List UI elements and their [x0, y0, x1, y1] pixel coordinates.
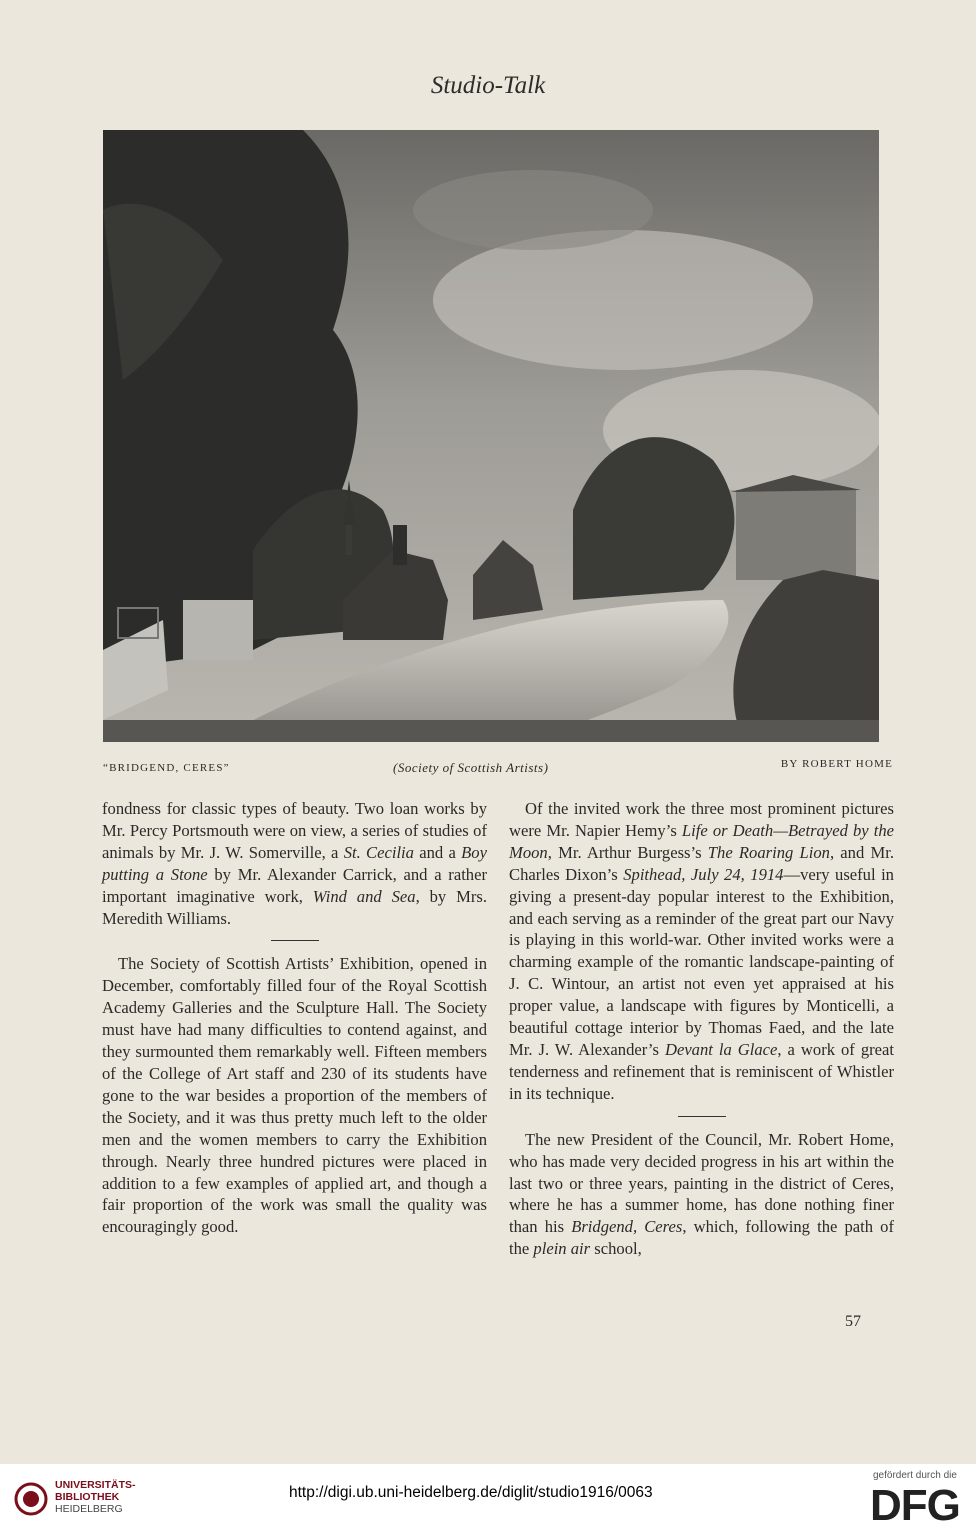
- right-column: [509, 798, 894, 1260]
- dfg-logo: DFG: [870, 1481, 960, 1530]
- paragraph: The Society of Scottish Artists’ Exhibition, opened in December, comfortably filled four of the Royal Scottish Academy Galleries and the Sculpture Hall. The Society must have had many difficulties to contend against, and they surmounted them remarkably well. Fifteen members of the College of Art staff and 230 of its students have gone to the war besides a proportion of the members of the Society, and it was thus pretty much left to the older men and the women members to carry the Exhibition through. Nearly three hundred pictures were placed in addition to a few examples of applied art, and though a fair proportion of the work was small the quality was encouragingly good.: [102, 954, 487, 1237]
- cottage-wall: [183, 600, 253, 660]
- left-column: [102, 798, 487, 1238]
- digitization-footer: [0, 1464, 976, 1538]
- chimney: [393, 525, 407, 565]
- sponsor-label: gefördert durch die: [873, 1470, 957, 1481]
- paragraph: Of the invited work the three most prominent pictures were Mr. Napier Hemy’s Life or Death—Betrayed by the Moon, Mr. Arthur Burgess’s The Roaring Lion, and Mr. Charles Dixon’s Spithead, July 24, 1914—very useful in giving a present-day popular interest to the Exhibition, and each serving as a reminder of the great part our Navy is playing in this world-war. Other invited works were a charming example of the romantic landscape-painting of J. C. Wintour, an artist not even yet appraised at his proper value, a landscape with figures by Monticelli, a beautiful cottage interior by Thomas Faed, and the late Mr. J. W. Alexander’s Devant la Glace, a work of great tenderness and refinement that is reminiscent of Whistler in its technique.: [509, 799, 894, 1103]
- foreground: [103, 720, 879, 742]
- section-divider: [271, 940, 319, 941]
- cloud: [413, 170, 653, 250]
- paragraph: fondness for classic types of beauty. Two loan works by Mr. Percy Portsmouth were on view, a series of studies of animals by Mr. J. W. Somerville, a St. Cecilia and a Boy putting a Stone by Mr. Alexander Carrick, and a rather important imaginative work, Wind and Sea, by Mrs. Meredith Williams.: [102, 799, 487, 928]
- house: [736, 490, 856, 580]
- caption-title: “BRIDGEND, CERES”: [103, 762, 230, 774]
- university-seal-icon: [14, 1476, 48, 1522]
- page-number: 57: [845, 1313, 861, 1330]
- plate-caption: [103, 758, 893, 782]
- painting-plate: [103, 130, 879, 742]
- permalink[interactable]: http://digi.ub.uni-heidelberg.de/diglit/studio1916/0063: [289, 1484, 653, 1501]
- section-divider: [678, 1116, 726, 1117]
- caption-source: (Society of Scottish Artists): [393, 760, 549, 775]
- library-name: UNIVERSITÄTS- BIBLIOTHEK HEIDELBERG: [55, 1479, 136, 1515]
- running-head: Studio-Talk: [430, 72, 546, 99]
- paragraph: The new President of the Council, Mr. Robert Home, who has made very decided progress in his art within the last two or three years, painting in the district of Ceres, where he has a summer home, has done nothing finer than his Bridgend, Ceres, which, following the path of the plein air school,: [509, 1129, 894, 1259]
- bridgend-ceres-illustration: [103, 130, 879, 742]
- caption-artist: BY ROBERT HOME: [780, 758, 893, 770]
- cloud: [433, 230, 813, 370]
